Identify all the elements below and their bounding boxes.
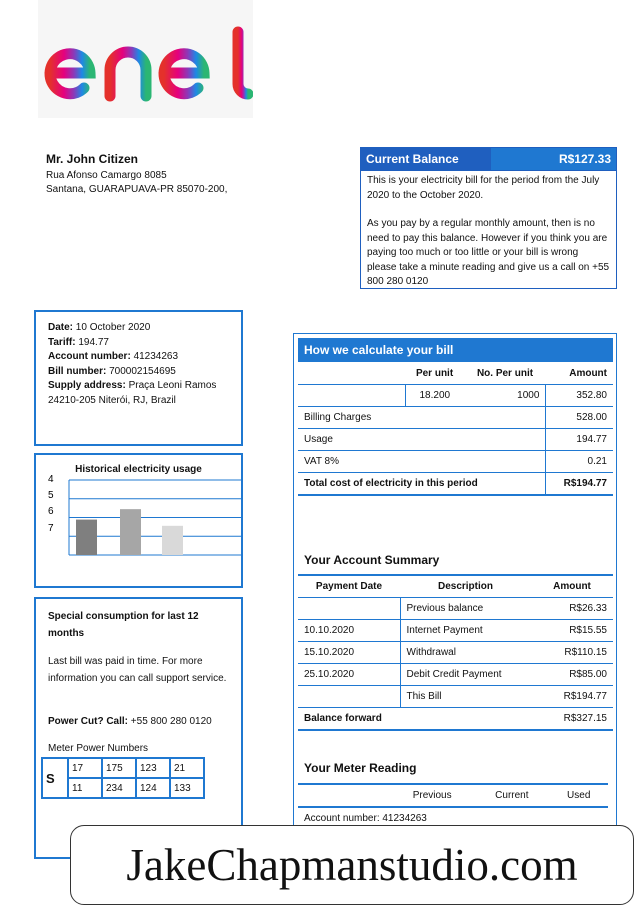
watermark-banner: JakeChapmanstudio.com (70, 825, 634, 905)
powercut-label: Power Cut? Call: (48, 716, 129, 727)
calc-total-label: Total cost of electricity in this period (304, 478, 478, 489)
calc-title: How we calculate your bill (298, 338, 613, 362)
chart-y-tick-label: 7 (48, 523, 54, 534)
meter-letter: S (42, 758, 68, 798)
balance-forward-label: Balance forward (304, 713, 382, 724)
calc-row-label: Usage (304, 434, 333, 445)
special-note: Last bill was paid in time. For more information you can call support service. (48, 656, 227, 684)
summary-description: Previous balance (400, 598, 531, 620)
table-row (298, 598, 613, 620)
balance-paragraph-1: This is your electricity bill for the period from the July 2020 to the October 2020. (367, 175, 600, 201)
chart-bar (76, 520, 97, 555)
table-row (298, 642, 613, 664)
meter-power-grid (41, 757, 205, 799)
summary-amount: R$110.15 (564, 647, 607, 658)
meter-header-used: Used (567, 790, 591, 801)
meter-cell: 17 (68, 758, 102, 778)
summary-description: This Bill (400, 686, 531, 708)
meter-cell: 234 (102, 778, 136, 798)
supply-address-line2: 24210-205 Niterói, RJ, Brazil (48, 394, 176, 406)
summary-header-amount: Amount (553, 581, 591, 592)
chart-bar (162, 526, 183, 555)
calc-header-no-per-unit: No. Per unit (476, 368, 534, 379)
meter-reading-title: Your Meter Reading (304, 761, 417, 775)
bill-date: 10 October 2020 (75, 322, 151, 333)
usage-chart (36, 455, 241, 586)
balance-paragraph-2: As you pay by a regular monthly amount, then is no need to pay this balance. However if you think you are paying too much or too little or your bill is wrong please take a minute reading and give us a call on +55 800 280 0120 (367, 218, 610, 287)
summary-header-date: Payment Date (315, 581, 383, 592)
supply-label: Supply address: (48, 380, 126, 391)
calc-per-unit: 18.200 (405, 385, 464, 407)
enel-logo (38, 0, 253, 118)
current-balance-box (360, 147, 617, 289)
calc-row-amount: 528.00 (546, 407, 613, 429)
chart-y-tick-label: 5 (48, 490, 54, 501)
chart-bar (120, 509, 141, 555)
summary-date: 15.10.2020 (304, 647, 355, 658)
balance-amount: R$127.33 (558, 152, 611, 166)
balance-forward-amount: R$327.15 (563, 713, 607, 724)
table-row (298, 451, 613, 473)
meter-account-line: Account number: 41234263 (304, 813, 427, 824)
calc-table (298, 363, 613, 496)
meter-cell: 123 (136, 758, 170, 778)
meter-header-previous: Previous (412, 790, 452, 801)
usage-chart-box (34, 453, 243, 588)
summary-description: Debit Credit Payment (400, 664, 531, 686)
calc-unit-amount: 352.80 (546, 385, 613, 407)
meter-power-label: Meter Power Numbers (48, 743, 149, 754)
summary-amount: R$15.55 (569, 625, 607, 636)
summary-description: Internet Payment (400, 620, 531, 642)
bill-number-label: Bill number: (48, 365, 107, 377)
summary-description: Withdrawal (400, 642, 531, 664)
date-label: Date: (48, 322, 74, 333)
chart-title: Historical electricity usage (75, 464, 202, 475)
summary-amount: R$85.00 (569, 669, 607, 680)
bill-calculation-panel (293, 333, 617, 858)
calc-no-per-unit: 1000 (517, 390, 540, 401)
summary-date (298, 598, 400, 620)
summary-table (298, 574, 613, 731)
tariff-label: Tariff: (48, 336, 76, 348)
customer-name: Mr. John Citizen (46, 152, 139, 166)
balance-header (361, 148, 616, 171)
account-label: Account number: (48, 351, 131, 362)
meter-cell: 133 (170, 778, 204, 798)
tariff-value: 194.77 (78, 336, 109, 348)
calc-total-amount: R$194.77 (546, 473, 613, 496)
table-row (298, 429, 613, 451)
balance-label: Current Balance (361, 148, 491, 170)
summary-amount: R$26.33 (569, 603, 607, 614)
customer-address-line2: Santana, GUARAPUAVA-PR 85070-200, (46, 184, 228, 195)
summary-date: 10.10.2020 (304, 625, 355, 636)
calc-header-amount: Amount (569, 368, 607, 379)
chart-y-tick-label: 4 (48, 474, 54, 485)
supply-address-line1: Praça Leoni Ramos (128, 380, 217, 391)
meter-cell: 11 (68, 778, 102, 798)
calc-row-amount: 194.77 (546, 429, 613, 451)
customer-address-line1: Rua Afonso Camargo 8085 (46, 170, 167, 181)
summary-header-description: Description (437, 581, 493, 592)
meter-cell: 21 (170, 758, 204, 778)
calc-row-amount: 0.21 (546, 451, 613, 473)
calc-header-per-unit: Per unit (415, 368, 454, 379)
meter-cell: 124 (136, 778, 170, 798)
bill-info-box (34, 310, 243, 446)
calc-row-label: VAT 8% (304, 456, 340, 467)
table-row (298, 686, 613, 708)
special-title: Special consumption for last 12 months (48, 611, 199, 639)
special-consumption-box (34, 597, 243, 859)
calc-row-label: Billing Charges (304, 412, 372, 423)
logo-graphic (38, 0, 253, 118)
chart-y-tick-label: 6 (48, 506, 54, 517)
table-row (298, 664, 613, 686)
summary-date (298, 686, 400, 708)
table-row (298, 620, 613, 642)
table-row (298, 407, 613, 429)
meter-reading-table (298, 783, 608, 829)
summary-title: Your Account Summary (304, 553, 440, 567)
meter-header-current: Current (495, 790, 529, 801)
account-number: 41234263 (133, 351, 179, 362)
powercut-number: +55 800 280 0120 (130, 716, 212, 727)
bill-number: 700002154695 (109, 365, 176, 377)
summary-date: 25.10.2020 (304, 669, 355, 680)
meter-cell: 175 (102, 758, 136, 778)
summary-amount: R$194.77 (563, 691, 607, 702)
